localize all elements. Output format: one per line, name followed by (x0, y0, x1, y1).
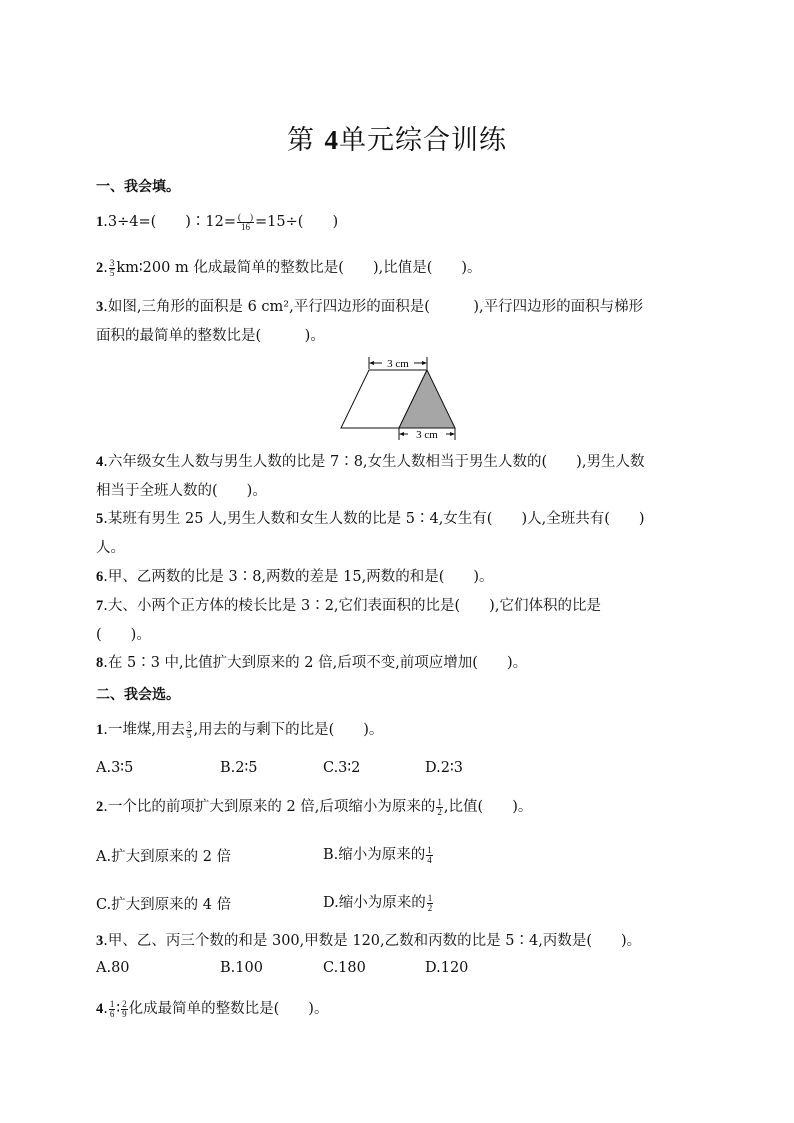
fraction-numerator: 3 (186, 719, 192, 730)
trapezoid-triangle-figure (338, 354, 458, 446)
fraction-numerator: 1 (427, 892, 433, 903)
fraction-numerator: ( ) (238, 211, 254, 222)
question-fill-5 (96, 509, 645, 529)
question-text: km∶200 m 化成最简单的整数比是( ),比值是( )。 (116, 260, 482, 276)
page-title (0, 118, 794, 157)
question-fill-7 (96, 596, 601, 616)
ratio-sign: ∶ (116, 1001, 121, 1017)
question-text: .某班有男生 25 人,男生人数和女生人数的比是 5∶4,女生有( )人,全班共有( ) (103, 511, 645, 527)
question-fill-4 (96, 452, 644, 472)
question-number: 2 (96, 260, 104, 276)
title-number: 4 (324, 125, 340, 155)
question-fill-7-cont: ( )。 (96, 627, 151, 643)
question-number: 6 (96, 569, 104, 585)
question-text: ,比值( )。 (443, 799, 533, 815)
option-b: B.100 (220, 960, 263, 976)
option-c: C.扩大到原来的 4 倍 (96, 897, 232, 913)
question-text: .3÷4=( )∶12= (103, 214, 237, 230)
question-number: 1 (96, 722, 104, 738)
fraction (109, 1000, 116, 1019)
option-b: B.2∶5 (220, 760, 258, 776)
fraction (426, 846, 433, 865)
question-choice-2 (96, 797, 532, 817)
fraction (109, 259, 116, 278)
dim-arrow (450, 432, 455, 436)
question-number: 8 (96, 655, 104, 671)
question-text: .在 5∶3 中,比值扩大到原来的 2 倍,后项不变,前项应增加( )。 (103, 655, 528, 671)
fraction-denominator: 16 (241, 221, 251, 232)
question-number: 4 (96, 454, 104, 470)
question-number: 3 (96, 933, 104, 949)
option-d (323, 891, 434, 913)
question-choice-4 (96, 999, 328, 1019)
question-text: =15÷( ) (255, 214, 339, 230)
dim-arrow (422, 361, 427, 365)
question-number: 4 (96, 1001, 104, 1017)
fraction-denominator: 2 (427, 902, 433, 913)
fraction-numerator: 2 (122, 998, 127, 1009)
dim-arrow (399, 432, 404, 436)
question-choice-3 (96, 931, 641, 951)
question-text: 化成最简单的整数比是( )。 (128, 1001, 329, 1017)
question-text: . (103, 260, 108, 276)
question-text: .如图,三角形的面积是 6 cm²,平行四边形的面积是( ),平行四边形的面积与梯形 (103, 299, 644, 315)
option-b (323, 843, 434, 865)
question-choice-1 (96, 720, 383, 740)
title-prefix: 第 (286, 125, 325, 156)
fraction (436, 798, 443, 817)
question-text: .大、小两个正方体的棱长比是 3∶2,它们表面积的比是( ),它们体积的比是 (103, 598, 601, 614)
option-d: D.2∶3 (425, 760, 463, 776)
option-c: C.180 (323, 960, 366, 976)
fraction-denominator: 9 (122, 1008, 127, 1019)
option-text: B.缩小为原来的 (323, 847, 426, 863)
question-number: 1 (96, 214, 104, 230)
fraction-numerator: 1 (437, 796, 442, 807)
question-fill-2 (96, 258, 482, 278)
option-text: D.缩小为原来的 (323, 895, 426, 911)
question-fill-6 (96, 567, 494, 587)
fraction-numerator: 1 (109, 998, 115, 1009)
fraction-denominator: 6 (109, 1008, 115, 1019)
option-d: D.120 (425, 960, 469, 976)
section-heading-fill: 一、我会填。 (96, 179, 180, 195)
question-number: 3 (96, 299, 104, 315)
dim-arrow (369, 361, 374, 365)
fraction-numerator: 1 (427, 844, 432, 855)
bottom-dimension-label: 3 cm (416, 429, 438, 441)
fraction (186, 721, 193, 740)
question-text: . (103, 1001, 108, 1017)
fraction (427, 894, 434, 913)
title-text: 单元综合训练 (339, 125, 508, 156)
question-text: .甲、乙两数的比是 3∶8,两数的差是 15,两数的和是( )。 (103, 569, 494, 585)
fraction-denominator: 5 (186, 729, 192, 740)
question-fill-3-cont: 面积的最简单的整数比是( )。 (96, 328, 325, 344)
section-heading-choice: 二、我会选。 (96, 687, 180, 703)
option-a: A.80 (96, 960, 130, 976)
question-fill-8 (96, 653, 527, 673)
question-fill-4-cont: 相当于全班人数的( )。 (96, 483, 267, 499)
option-c: C.3∶2 (323, 760, 361, 776)
fraction-denominator: 5 (109, 267, 115, 278)
fraction-denominator: 2 (437, 806, 442, 817)
question-number: 7 (96, 598, 104, 614)
option-a: A.3∶5 (96, 760, 134, 776)
question-text: .一个比的前项扩大到原来的 2 倍,后项缩小为原来的 (103, 799, 436, 815)
question-text: ,用去的与剩下的比是( )。 (193, 722, 384, 738)
fraction (121, 1000, 128, 1019)
question-number: 5 (96, 511, 104, 527)
top-dimension-label: 3 cm (387, 358, 409, 370)
question-fill-5-cont: 人。 (96, 540, 125, 556)
question-text: .甲、乙、丙三个数的和是 300,甲数是 120,乙数和丙数的比是 5∶4,丙数是( )。 (103, 933, 642, 949)
fraction-numerator: 3 (109, 257, 115, 268)
question-fill-3 (96, 297, 643, 317)
question-text: .一堆煤,用去 (103, 722, 185, 738)
option-a: A.扩大到原来的 2 倍 (96, 849, 232, 865)
question-text: .六年级女生人数与男生人数的比是 7∶8,女生人数相当于男生人数的( ),男生人数 (103, 454, 645, 470)
fraction (237, 213, 254, 232)
question-fill-1 (96, 212, 338, 232)
fraction-denominator: 4 (427, 854, 432, 865)
question-number: 2 (96, 799, 104, 815)
